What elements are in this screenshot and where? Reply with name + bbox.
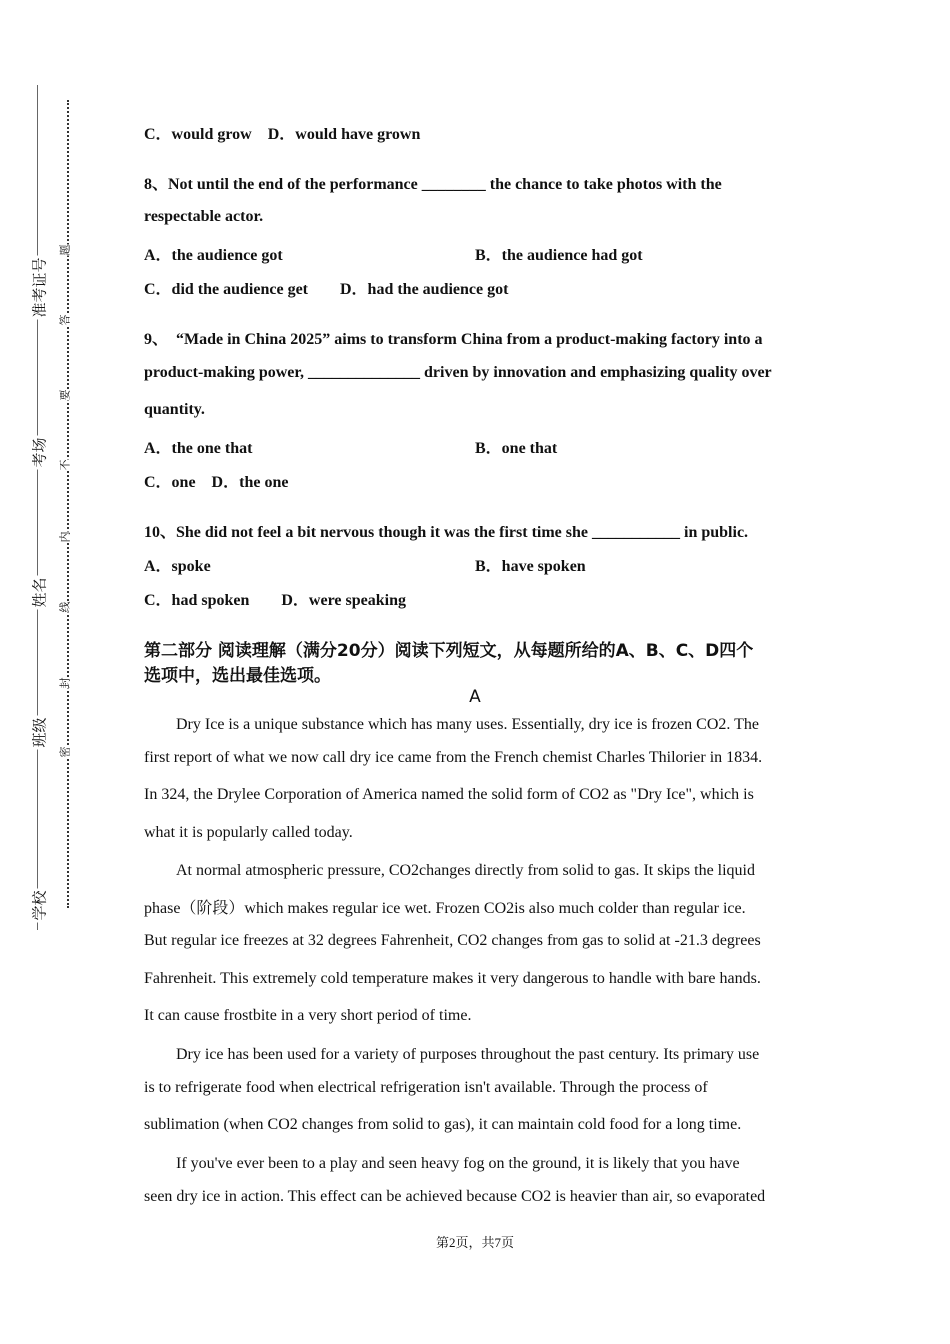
page-footer: 第2页，共7页	[435, 1235, 514, 1250]
seal-char: 线	[58, 601, 72, 613]
q8-stem-cont: respectable actor.	[144, 208, 264, 225]
q9-option-b: B．one that	[475, 440, 558, 457]
seal-char: 题	[58, 244, 72, 256]
q10-options-cd: C．had spoken D．were speaking	[144, 592, 406, 609]
q7-options-cd: C．would grow D．would have grown	[144, 126, 421, 143]
q9-stem-cont2: quantity.	[144, 401, 205, 418]
passage-line: Dry ice has been used for a variety of purposes throughout the past century. Its primary use	[144, 1046, 760, 1063]
label-name: 姓名	[30, 577, 49, 608]
binding-line	[37, 85, 38, 930]
q8-stem: 8、Not until the end of the performance ________ the chance to take photos with the	[144, 176, 722, 193]
section-heading-cont: 选项中，选出最佳选项。	[144, 666, 331, 686]
passage-title: A	[469, 687, 481, 707]
q9-stem: 9、 “Made in China 2025” aims to transform China from a product-making factory into a	[144, 331, 763, 348]
q8-option-a: A．the audience got	[144, 247, 283, 264]
passage-line: At normal atmospheric pressure, CO2changes directly from solid to gas. It skips the liquid	[144, 862, 756, 879]
passage-line: Dry Ice is a unique substance which has many uses. Essentially, dry ice is frozen CO2. The	[144, 716, 759, 733]
seal-char: 密	[58, 746, 72, 758]
q10-option-a: A．spoke	[144, 558, 211, 575]
passage-line: is to refrigerate food when electrical refrigeration isn't available. Through the process of	[144, 1079, 708, 1096]
seal-char: 要	[58, 389, 72, 401]
passage-line: what it is popularly called today.	[144, 824, 353, 841]
label-class: 班级	[30, 717, 49, 748]
q8-option-b: B．the audience had got	[475, 247, 643, 264]
passage-line: But regular ice freezes at 32 degrees Fahrenheit, CO2 changes from gas to solid at -21.3 degrees	[144, 932, 761, 949]
q8-options-cd: C．did the audience get D．had the audience got	[144, 281, 509, 298]
q9-stem-cont: product-making power, ______________ driven by innovation and emphasizing quality over	[144, 364, 772, 381]
label-exam-room: 考场	[30, 437, 49, 468]
q9-options-cd: C．one D．the one	[144, 474, 289, 491]
passage-line: seen dry ice in action. This effect can be achieved because CO2 is heavier than air, so evaporated	[144, 1188, 766, 1205]
label-admission-number: 准考证号	[30, 257, 49, 318]
q10-stem: 10、She did not feel a bit nervous though it was the first time she ___________ in public.	[144, 524, 749, 541]
seal-dotted-line	[67, 100, 69, 908]
passage-line: In 324, the Drylee Corporation of America named the solid form of CO2 as "Dry Ice", which is	[144, 786, 754, 803]
passage-line: first report of what we now call dry ice came from the French chemist Charles Thilorier in 1834.	[144, 749, 763, 766]
passage-line: It can cause frostbite in a very short period of time.	[144, 1007, 472, 1024]
seal-char: 答	[58, 314, 72, 326]
seal-char: 不	[58, 459, 72, 471]
passage-line: phase（阶段）which makes regular ice wet. Frozen CO2is also much colder than regular ice.	[144, 900, 746, 917]
label-school: 学校	[30, 890, 49, 921]
passage-line: Fahrenheit. This extremely cold temperature makes it very dangerous to handle with bare hands.	[144, 970, 761, 987]
seal-char: 内	[58, 531, 72, 543]
passage-line: sublimation (when CO2 changes from solid to gas), it can maintain cold food for a long time.	[144, 1116, 742, 1133]
q10-option-b: B．have spoken	[475, 558, 586, 575]
section-heading: 第二部分 阅读理解（满分20分）阅读下列短文，从每题所给的A、B、C、D四个	[144, 641, 754, 661]
seal-char: 封	[58, 677, 72, 689]
q9-option-a: A．the one that	[144, 440, 253, 457]
passage-line: If you've ever been to a play and seen heavy fog on the ground, it is likely that you have	[144, 1155, 740, 1172]
